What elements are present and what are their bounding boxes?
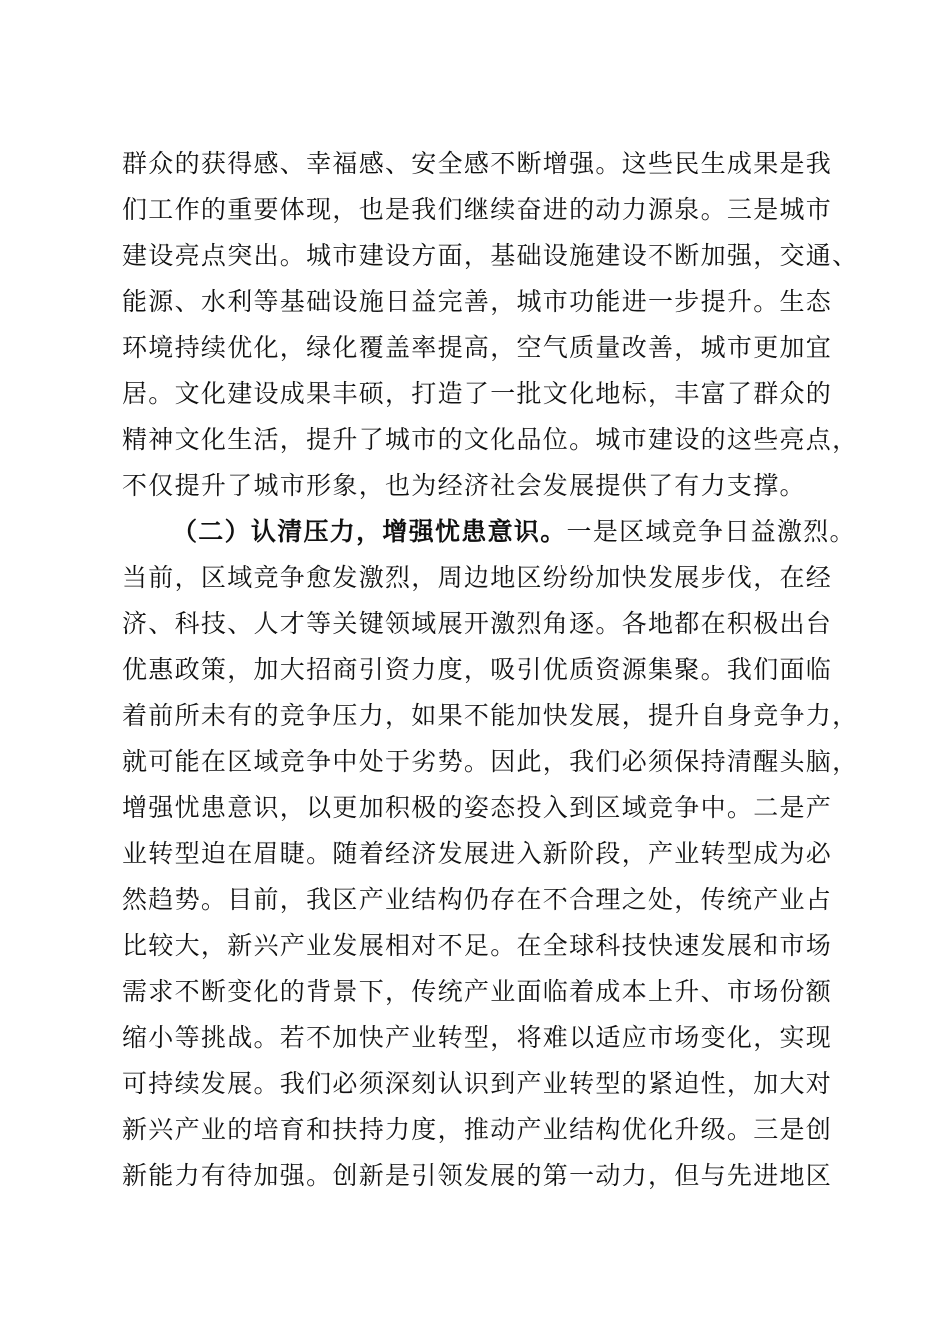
paragraph-line: 业转型迫在眉睫。随着经济发展进入新阶段，产业转型成为必 <box>122 839 833 868</box>
paragraph-line: 可持续发展。我们必须深刻认识到产业转型的紧迫性，加大对 <box>122 1069 833 1098</box>
section-heading-tail: 一是区域竞争日益激烈。 <box>566 517 856 546</box>
paragraph-line: 能源、水利等基础设施日益完善，城市功能进一步提升。生态 <box>122 287 833 316</box>
section-heading-line <box>122 509 856 555</box>
paragraph-line: 着前所未有的竞争压力，如果不能加快发展，提升自身竞争力， <box>122 701 859 730</box>
paragraph-line: 缩小等挑战。若不加快产业转型，将难以适应市场变化，实现 <box>122 1023 833 1052</box>
section-heading: （二）认清压力，增强忧患意识。 <box>172 517 567 546</box>
paragraph-line: 济、科技、人才等关键领域展开激烈角逐。各地都在积极出台 <box>122 609 833 638</box>
paragraph-line: 比较大，新兴产业发展相对不足。在全球科技快速发展和市场 <box>122 931 833 960</box>
paragraph-line: 新能力有待加强。创新是引领发展的第一动力，但与先进地区 <box>122 1161 833 1190</box>
paragraph-line: 居。文化建设成果丰硕，打造了一批文化地标，丰富了群众的 <box>122 379 833 408</box>
paragraph-line: 新兴产业的培育和扶持力度，推动产业结构优化升级。三是创 <box>122 1115 833 1144</box>
paragraph-line: 精神文化生活，提升了城市的文化品位。城市建设的这些亮点， <box>122 425 859 454</box>
paragraph-line: 建设亮点突出。城市建设方面，基础设施建设不断加强，交通、 <box>122 241 859 270</box>
paragraph-line: 环境持续优化，绿化覆盖率提高，空气质量改善，城市更加宜 <box>122 333 833 362</box>
body-text <box>122 141 859 1199</box>
paragraph-line: 不仅提升了城市形象，也为经济社会发展提供了有力支撑。 <box>122 471 806 500</box>
paragraph-line: 群众的获得感、幸福感、安全感不断增强。这些民生成果是我 <box>122 149 833 178</box>
paragraph-line: 就可能在区域竞争中处于劣势。因此，我们必须保持清醒头脑， <box>122 747 859 776</box>
paragraph-line: 需求不断变化的背景下，传统产业面临着成本上升、市场份额 <box>122 977 833 1006</box>
paragraph-line: 当前，区域竞争愈发激烈，周边地区纷纷加快发展步伐，在经 <box>122 563 833 592</box>
paragraph-line: 增强忧患意识，以更加积极的姿态投入到区域竞争中。二是产 <box>122 793 833 822</box>
paragraph-line: 优惠政策，加大招商引资力度，吸引优质资源集聚。我们面临 <box>122 655 833 684</box>
paragraph-line: 们工作的重要体现，也是我们继续奋进的动力源泉。三是城市 <box>122 195 833 224</box>
paragraph-line: 然趋势。目前，我区产业结构仍存在不合理之处，传统产业占 <box>122 885 833 914</box>
